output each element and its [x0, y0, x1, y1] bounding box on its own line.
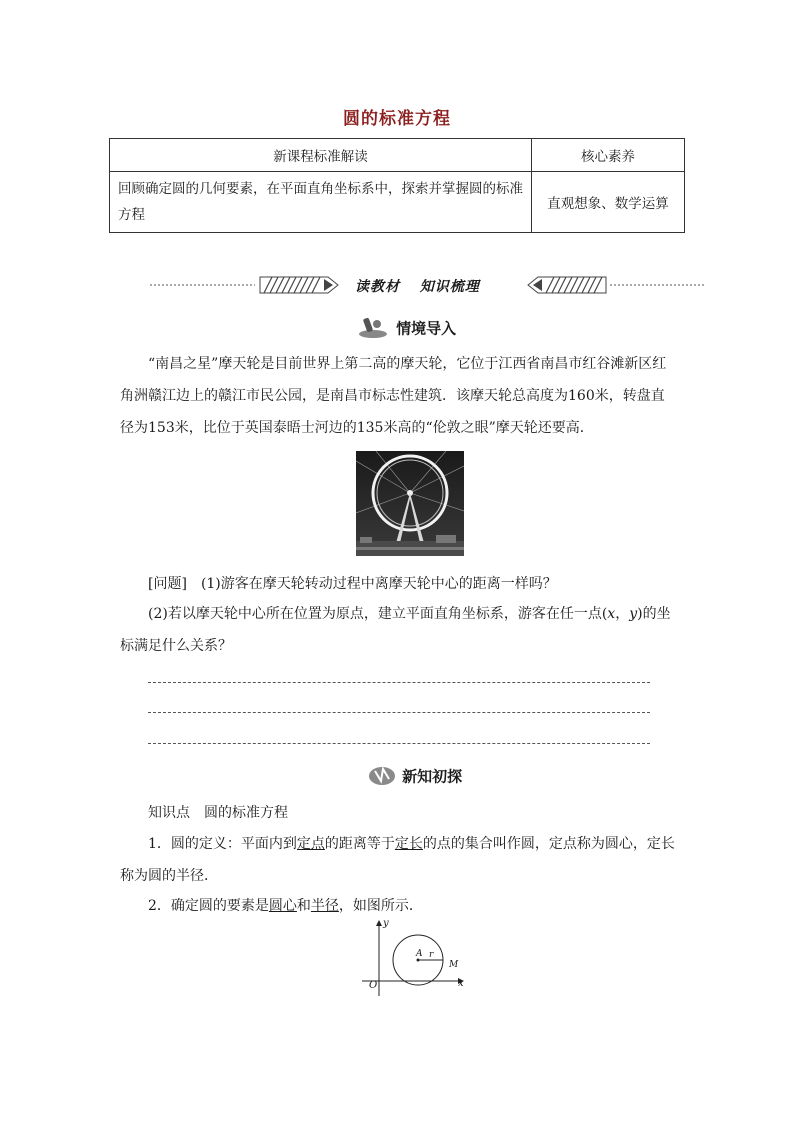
def-text-1: 1．圆的定义：平面内到: [148, 836, 297, 852]
table-header-literacy: 核心素养: [532, 139, 685, 172]
pen-icon: [357, 315, 391, 343]
table-cell-literacy: 直观想象、数学运算: [532, 172, 685, 233]
book-icon: [367, 763, 397, 791]
section-banner: [150, 272, 706, 300]
intro-heading: [357, 315, 456, 341]
question-2: [120, 598, 676, 662]
def-text-3: 的点的集合叫作圆，定点称为圆心，定长称为圆的半径．: [120, 836, 675, 884]
answer-line: [148, 712, 650, 713]
banner-left-hatch: [260, 277, 338, 293]
ferris-wheel-photo: [356, 451, 464, 556]
origin-label: O: [369, 980, 378, 991]
elem-and: 和: [296, 898, 311, 914]
banner-right-hatch: [528, 277, 606, 293]
elem-text-2: ，如图所示．: [338, 898, 423, 914]
circle-diagram: [352, 918, 472, 998]
radius-label: r: [429, 950, 434, 960]
new-knowledge-heading-text: 新知初探: [402, 767, 463, 786]
question-2-text-b: )的坐标满足什么关系？: [120, 606, 671, 654]
var-x: x: [607, 606, 616, 622]
answer-line: [148, 682, 650, 683]
var-y: y: [629, 606, 638, 622]
banner-label-read: 读教材: [355, 279, 400, 295]
definition-paragraph: [120, 828, 676, 892]
point-label: M: [449, 960, 459, 970]
center-label: A: [416, 949, 423, 959]
elem-underline-radius: 半径: [310, 898, 339, 914]
intro-heading-text: 情境导入: [396, 319, 457, 338]
x-axis-label: x: [458, 978, 464, 989]
page-title: 圆的标准方程: [343, 109, 451, 129]
def-underline-point: 定点: [296, 836, 325, 852]
knowledge-point-title: 知识点 圆的标准方程: [148, 805, 288, 821]
intro-paragraph: “南昌之星”摩天轮是目前世界上第二高的摩天轮，它位于江西省南昌市红谷滩新区红角洲赣江边上的赣江市民公园，是南昌市标志性建筑．该摩天轮总高度为160米，转盘直径为153米，比位于英国泰晤士河边的135米高的“伦敦之眼”摩天轮还要高．: [120, 356, 667, 436]
y-axis-label: y: [383, 918, 389, 929]
elem-text-1: 2．确定圆的要素是: [148, 898, 269, 914]
elem-underline-center: 圆心: [268, 898, 297, 914]
def-underline-length: 定长: [394, 836, 423, 852]
standards-table: [109, 138, 685, 233]
question-tag: [问题]: [148, 576, 187, 592]
banner-label-knowledge: 知识梳理: [419, 279, 480, 295]
question-1: [120, 568, 676, 600]
question-1-text: (1)游客在摩天轮转动过程中离摩天轮中心的距离一样吗？: [200, 576, 557, 592]
def-text-2: 的距离等于: [324, 836, 395, 852]
new-knowledge-heading: [367, 763, 462, 789]
table-cell-standard: 回顾确定圆的几何要素，在平面直角坐标系中，探索并掌握圆的标准方程: [110, 172, 532, 233]
table-header-standard: 新课程标准解读: [110, 139, 532, 172]
answer-line: [148, 743, 650, 744]
question-2-text-a: (2)若以摩天轮中心所在位置为原点，建立平面直角坐标系，游客在任一点(: [148, 606, 608, 622]
question-2-comma: ，: [615, 606, 630, 622]
